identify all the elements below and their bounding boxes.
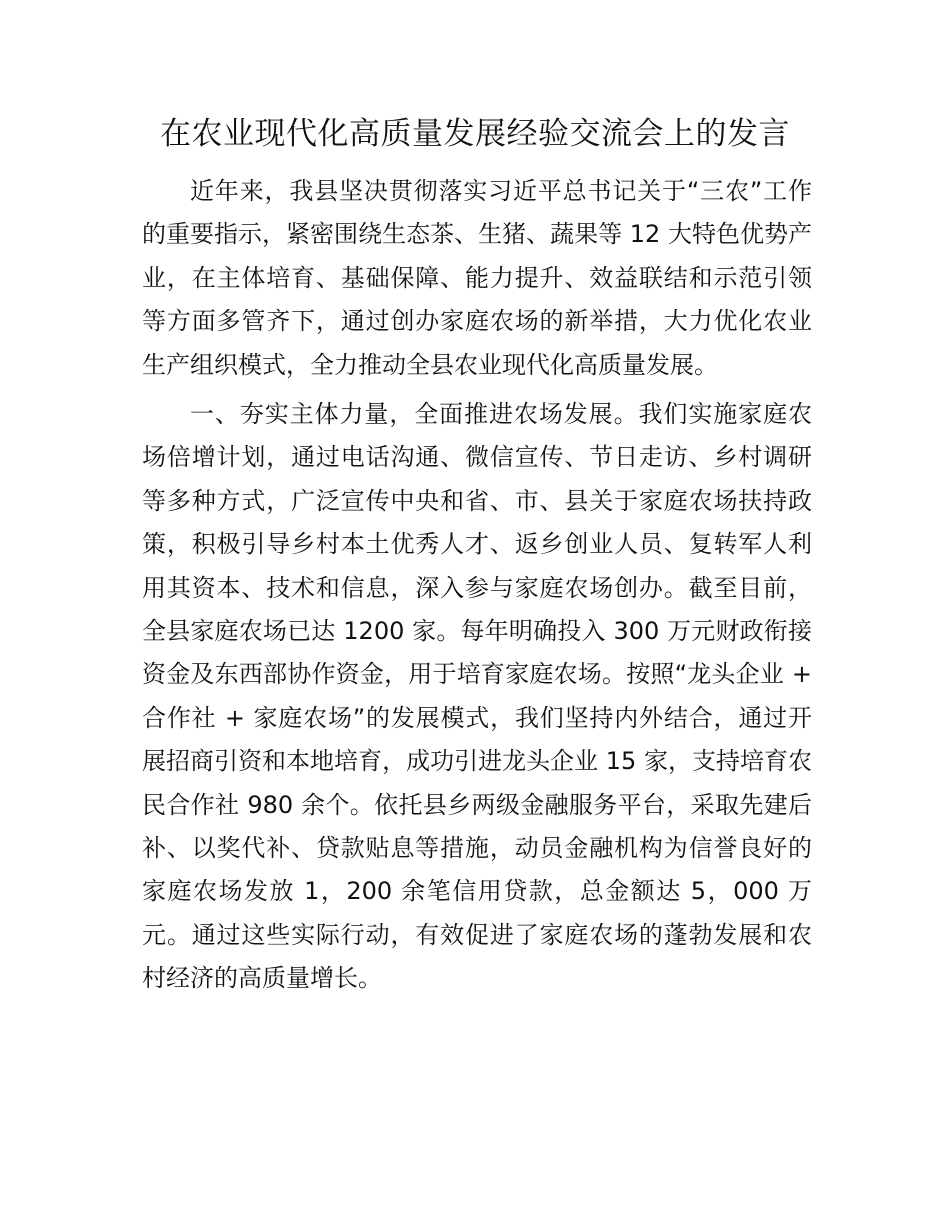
document-title: 在农业现代化高质量发展经验交流会上的发言 (160, 116, 790, 152)
paragraph-section-1: 一、夯实主体力量，全面推进农场发展。我们实施家庭农场倍增计划，通过电话沟通、微信宣传、节日走访、乡村调研等多种方式，广泛宣传中央和省、市、县关于家庭农场扶持政策，积极引导乡村本土优秀人才、返乡创业人员、复转军人利用其资本、技术和信息，深入参与家庭农场创办。截至目前，全县家庭农场已达 1200 家。每年明确投入 300 万元财政衔接资金及东西部协作资金，用于培育家庭农场。按照“龙头企业 + 合作社 + 家庭农场”的发展模式，我们坚持内外结合，通过开展招商引资和本地培育，成功引进龙头企业 15 家，支持培育农民合作社 980 余个。依托县乡两级金融服务平台，采取先建后补、以奖代补、贷款贴息等措施，动员金融机构为信誉良好的家庭农场发放 1，200 余笔信用贷款，总金额达 5，000 万元。通过这些实际行动，有效促进了家庭农场的蓬勃发展和农村经济的高质量增长。 (142, 400, 812, 993)
paragraph-intro: 近年来，我县坚决贯彻落实习近平总书记关于“三农”工作的重要指示，紧密围绕生态茶、生猪、蔬果等 12 大特色优势产业，在主体培育、基础保障、能力提升、效益联结和示范引领等方面多管齐下，通过创办家庭农场的新举措，大力优化农业生产组织模式，全力推动全县农业现代化高质量发展。 (142, 177, 812, 379)
